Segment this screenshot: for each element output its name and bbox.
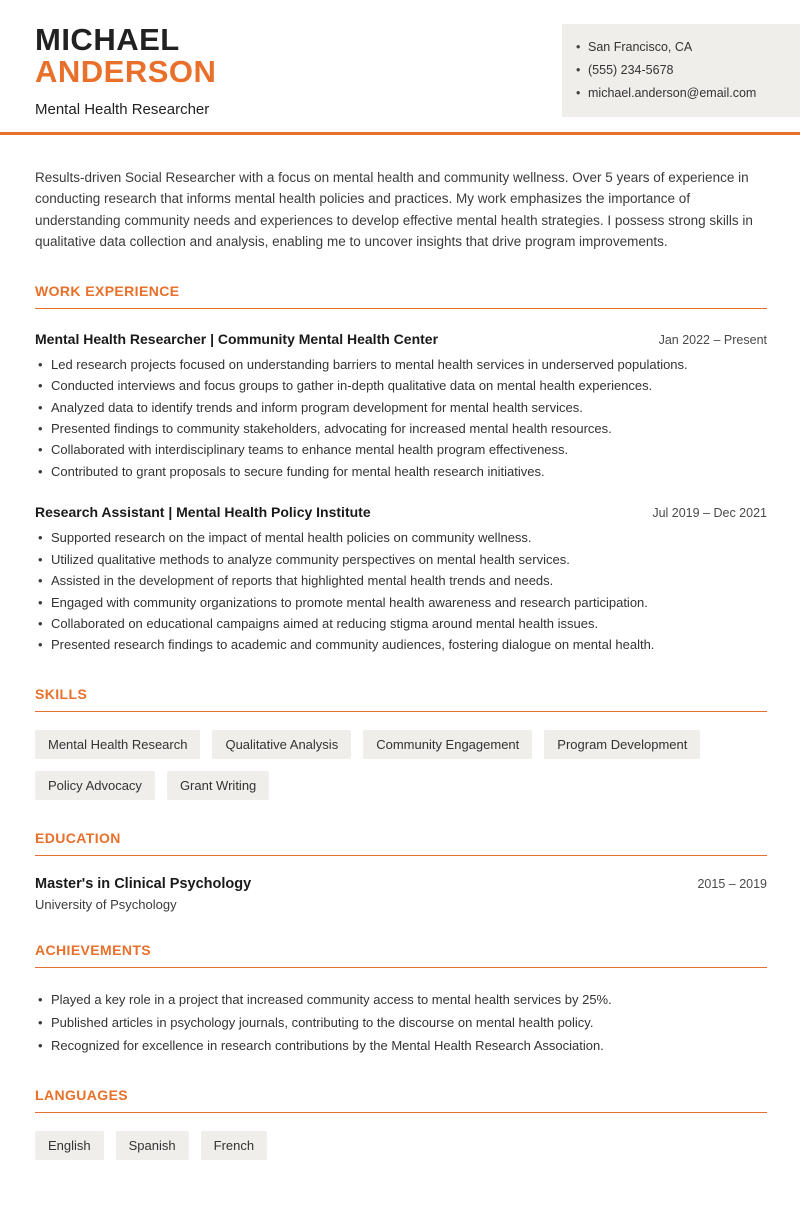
job-header: [35, 331, 767, 347]
section-heading-education: EDUCATION: [35, 830, 767, 856]
bullet-item: • Engaged with community organizations to promote mental health awareness and research participation.: [38, 592, 767, 613]
contact-item: • San Francisco, CA: [576, 36, 782, 59]
bullet-item: • Supported research on the impact of mental health policies on community wellness.: [38, 527, 767, 548]
job-entry: [35, 504, 767, 655]
skill-chip: Policy Advocacy: [35, 771, 155, 800]
contact-list: [576, 36, 782, 105]
bullet-item: • Recognized for excellence in research contributions by the Mental Health Research Association.: [38, 1034, 767, 1057]
section-education: [35, 830, 767, 912]
resume-body: [0, 167, 800, 1210]
education-school: University of Psychology: [35, 896, 177, 912]
first-name: MICHAEL: [35, 22, 180, 57]
bullet-item: • Contributed to grant proposals to secure funding for mental health research initiatives.: [38, 461, 767, 482]
name-block: [35, 24, 216, 118]
section-heading-achievements: ACHIEVEMENTS: [35, 942, 767, 968]
education-degree: Master's in Clinical Psychology: [35, 875, 252, 892]
last-name: ANDERSON: [35, 53, 217, 89]
bullet-item: • Played a key role in a project that increased community access to mental health services by 25%.: [38, 988, 767, 1011]
education-entry: [35, 876, 767, 892]
bullet-item: • Presented research findings to academic and community audiences, fostering dialogue on mental health.: [38, 634, 767, 655]
resume-header: [0, 0, 800, 118]
job-entry: [35, 331, 767, 482]
skill-chip: Qualitative Analysis: [212, 730, 351, 759]
header-job-title: Mental Health Researcher: [35, 100, 210, 118]
achievements-list: [35, 988, 767, 1057]
section-heading-languages: LANGUAGES: [35, 1087, 767, 1113]
job-dates: Jul 2019 – Dec 2021: [652, 506, 767, 521]
section-heading-work: WORK EXPERIENCE: [35, 283, 767, 309]
bullet-item: • Led research projects focused on understanding barriers to mental health services in underserved populations.: [38, 354, 767, 375]
bullet-item: • Utilized qualitative methods to analyze community perspectives on mental health services.: [38, 549, 767, 570]
bullet-item: • Collaborated with interdisciplinary teams to enhance mental health program effectiveness.: [38, 439, 767, 460]
job-title: Research Assistant | Mental Health Policy Institute: [35, 504, 371, 521]
section-work-experience: [35, 283, 767, 656]
section-skills: [35, 686, 767, 800]
skill-chip: Community Engagement: [363, 730, 532, 759]
contact-item: • (555) 234-5678: [576, 59, 782, 82]
bullet-item: • Assisted in the development of reports that highlighted mental health trends and needs.: [38, 570, 767, 591]
skill-chip: Program Development: [544, 730, 700, 759]
bullet-item: • Conducted interviews and focus groups to gather in-depth qualitative data on mental health experiences.: [38, 375, 767, 396]
section-achievements: [35, 942, 767, 1057]
bullet-item: • Analyzed data to identify trends and inform program development for mental health services.: [38, 397, 767, 418]
language-chip: French: [201, 1131, 267, 1160]
contact-box: [562, 24, 800, 117]
header-divider: [0, 132, 800, 135]
job-list: [35, 331, 767, 656]
job-bullet-list: [35, 527, 767, 655]
bullet-item: • Published articles in psychology journals, contributing to the discourse on mental health policy.: [38, 1011, 767, 1034]
bullet-item: • Presented findings to community stakeholders, advocating for increased mental health resources.: [38, 418, 767, 439]
skill-chip: Mental Health Research: [35, 730, 200, 759]
job-header: [35, 504, 767, 520]
language-chip: Spanish: [116, 1131, 189, 1160]
job-title: Mental Health Researcher | Community Mental Health Center: [35, 330, 439, 347]
section-heading-skills: SKILLS: [35, 686, 767, 712]
contact-item: • michael.anderson@email.com: [576, 82, 782, 105]
job-bullet-list: [35, 354, 767, 482]
skills-chip-row: [35, 730, 767, 800]
summary-paragraph: Results-driven Social Researcher with a focus on mental health and community wellness. Over 5 years of experience in conducting research that informs mental health policies and practices. My work emphasizes the importance of understanding community needs and experiences to develop effective mental health strategies. I possess strong skills in qualitative data collection and analysis, enabling me to uncover insights that drive program improvements.: [35, 169, 753, 250]
education-dates: 2015 – 2019: [697, 876, 767, 891]
section-languages: [35, 1087, 767, 1160]
skill-chip: Grant Writing: [167, 771, 269, 800]
job-dates: Jan 2022 – Present: [658, 332, 767, 347]
languages-chip-row: [35, 1131, 767, 1160]
language-chip: English: [35, 1131, 104, 1160]
bullet-item: • Collaborated on educational campaigns aimed at reducing stigma around mental health issues.: [38, 613, 767, 634]
